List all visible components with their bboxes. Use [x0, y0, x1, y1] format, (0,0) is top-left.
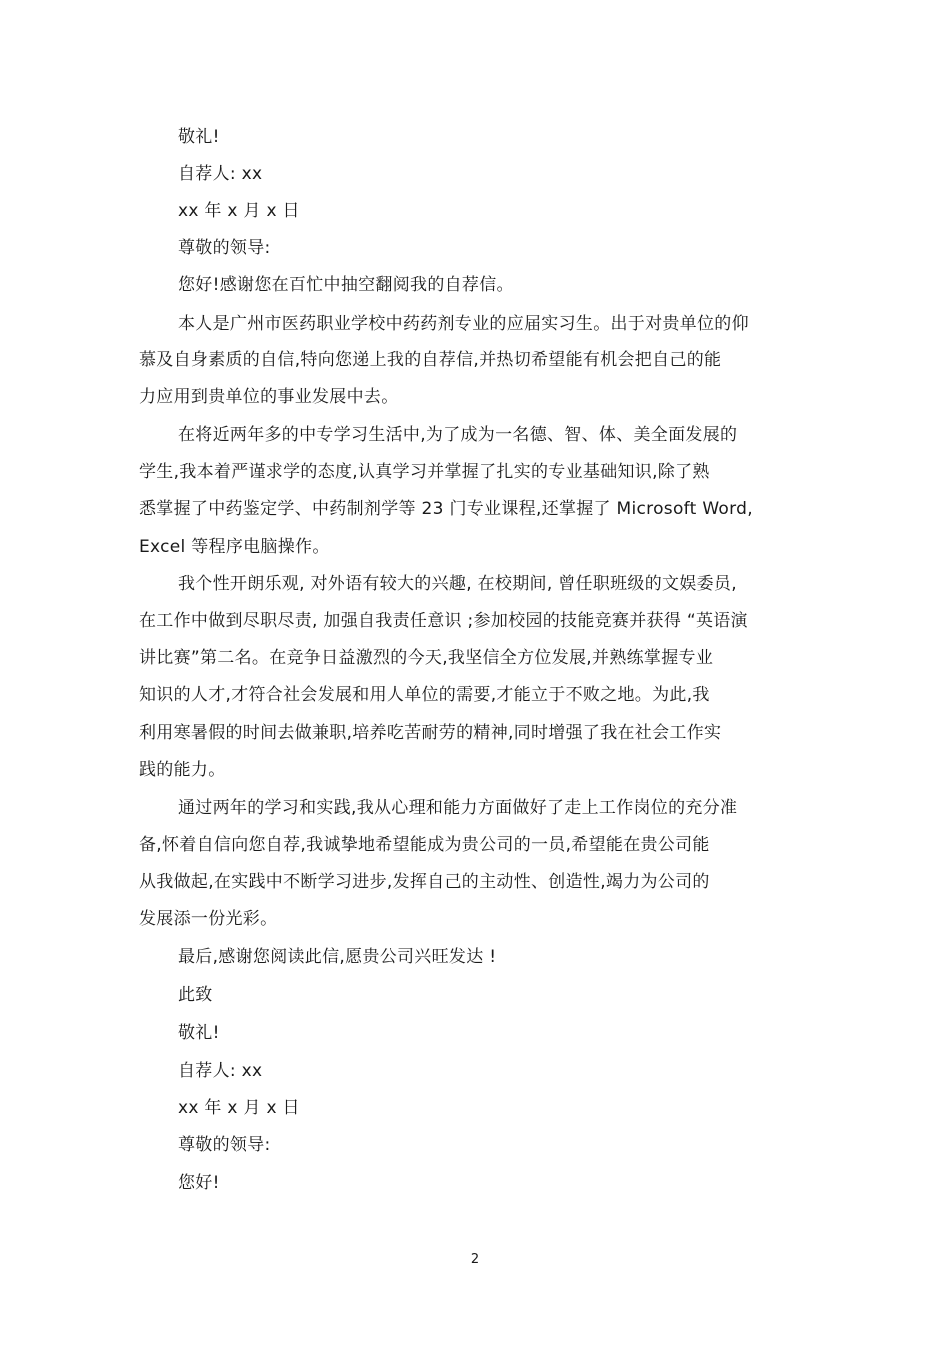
paragraph-line: 在工作中做到尽职尽责, 加强自我责任意识 ;参加校园的技能竞赛并获得 “英语演 [139, 611, 748, 631]
date-line: xx 年 x 月 x 日 [178, 201, 300, 221]
paragraph-line: 知识的人才,才符合社会发展和用人单位的需要,才能立于不败之地。为此,我 [139, 685, 710, 705]
thanks-line: 最后,感谢您阅读此信,愿贵公司兴旺发达 ! [178, 947, 497, 967]
page-number: 2 [470, 1252, 480, 1267]
paragraph-line: 践的能力。 [139, 760, 226, 780]
paragraph-line: 学生,我本着严谨求学的态度,认真学习并掌握了扎实的专业基础知识,除了熟 [139, 462, 710, 482]
signature-line: 自荐人: xx [178, 1061, 263, 1081]
paragraph-line: 发展添一份光彩。 [139, 909, 278, 929]
paragraph-line: 备,怀着自信向您自荐,我诚挚地希望能成为贵公司的一员,希望能在贵公司能 [139, 835, 710, 855]
paragraph-line: 通过两年的学习和实践,我从心理和能力方面做好了走上工作岗位的充分准 [178, 798, 738, 818]
paragraph-line: 悉掌握了中药鉴定学、中药制剂学等 23 门专业课程,还掌握了 Microsoft Word, [139, 499, 753, 519]
paragraph-line: 我个性开朗乐观, 对外语有较大的兴趣, 在校期间, 曾任职班级的文娱委员, [178, 574, 737, 594]
paragraph-line: Excel 等程序电脑操作。 [139, 537, 330, 557]
paragraph-line: 本人是广州市医药职业学校中药药剂专业的应届实习生。出于对贵单位的仰 [178, 314, 749, 334]
greeting-line: 尊敬的领导: [178, 1135, 271, 1155]
closing-salutation: 敬礼! [178, 127, 220, 147]
closing-phrase: 此致 [178, 985, 213, 1005]
paragraph-line: 在将近两年多的中专学习生活中,为了成为一名德、智、体、美全面发展的 [178, 425, 738, 445]
paragraph-line: 讲比赛”第二名。在竞争日益激烈的今天,我坚信全方位发展,并熟练掌握专业 [139, 648, 714, 668]
closing-salutation: 敬礼! [178, 1023, 220, 1043]
paragraph-line: 力应用到贵单位的事业发展中去。 [139, 387, 399, 407]
greeting-line: 尊敬的领导: [178, 238, 271, 258]
date-line: xx 年 x 月 x 日 [178, 1098, 300, 1118]
paragraph-line: 从我做起,在实践中不断学习进步,发挥自己的主动性、创造性,竭力为公司的 [139, 872, 710, 892]
paragraph-line: 慕及自身素质的自信,特向您递上我的自荐信,并热切希望能有机会把自己的能 [139, 350, 722, 370]
opening-line: 您好! [178, 1173, 220, 1193]
opening-line: 您好!感谢您在百忙中抽空翻阅我的自荐信。 [178, 275, 514, 295]
paragraph-line: 利用寒暑假的时间去做兼职,培养吃苦耐劳的精神,同时增强了我在社会工作实 [139, 723, 722, 743]
signature-line: 自荐人: xx [178, 164, 263, 184]
